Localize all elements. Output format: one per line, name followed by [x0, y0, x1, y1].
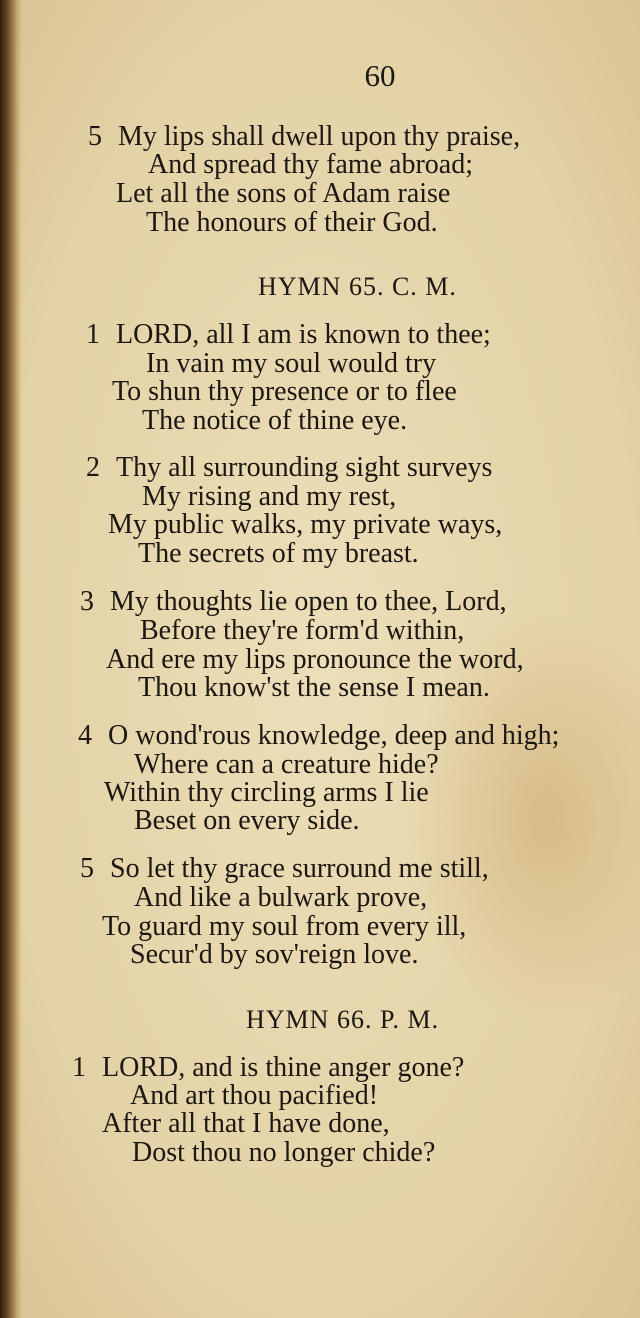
hymn65-s3-line4: Thou know'st the sense I mean. [138, 672, 490, 703]
hymn66-s1-line1: 1 LORD, and is thine anger gone? [72, 1052, 465, 1083]
hymn65-s3-line1: 3 My thoughts lie open to thee, Lord, [80, 586, 507, 617]
stanza-top5-line2: And spread thy fame abroad; [148, 149, 473, 180]
hymn66-s1-line2: And art thou pacified! [130, 1080, 379, 1111]
hymn65-s5-line1: 5 So let thy grace surround me still, [80, 853, 489, 884]
hymn65-s5-line3: To guard my soul from every ill, [102, 911, 467, 942]
hymn-66-title: HYMN 66. P. M. [246, 1005, 440, 1034]
hymn65-s2-line2: My rising and my rest, [142, 481, 397, 512]
stanza-top5-line1: 5 My lips shall dwell upon thy praise, [88, 121, 521, 152]
hymn65-s5-line2: And like a bulwark prove, [134, 882, 428, 913]
hymn65-s5-line4: Secur'd by sov'reign love. [130, 939, 419, 970]
hymn65-s3-line3: And ere my lips pronounce the word, [106, 644, 524, 675]
hymn65-s1-line4: The notice of thine eye. [142, 405, 408, 436]
hymn-65-title: HYMN 65. C. M. [258, 272, 457, 301]
page-number: 60 [364, 58, 396, 93]
hymn65-s2-line4: The secrets of my breast. [138, 538, 419, 569]
hymn66-s1-line3: After all that I have done, [102, 1108, 390, 1139]
hymn65-s3-line2: Before they're form'd within, [140, 615, 465, 646]
hymn65-s4-line1: 4 O wond'rous knowledge, deep and high; [78, 720, 560, 751]
hymn65-s4-line2: Where can a creature hide? [134, 749, 439, 780]
hymn66-s1-line4: Dost thou no longer chide? [132, 1137, 436, 1168]
hymn65-s1-line3: To shun thy presence or to flee [112, 376, 457, 407]
hymn65-s1-line1: 1 LORD, all I am is known to thee; [86, 319, 491, 350]
hymn65-s2-line3: My public walks, my private ways, [108, 509, 503, 540]
stanza-top5-line4: The honours of their God. [146, 207, 438, 238]
stanza-top5-line3: Let all the sons of Adam raise [116, 178, 451, 209]
hymn65-s1-line2: In vain my soul would try [146, 348, 437, 379]
book-spine-shadow [0, 0, 22, 1318]
hymn65-s4-line4: Beset on every side. [134, 805, 360, 836]
hymn65-s4-line3: Within thy circling arms I lie [104, 777, 429, 808]
hymn65-s2-line1: 2 Thy all surrounding sight surveys [86, 452, 493, 483]
